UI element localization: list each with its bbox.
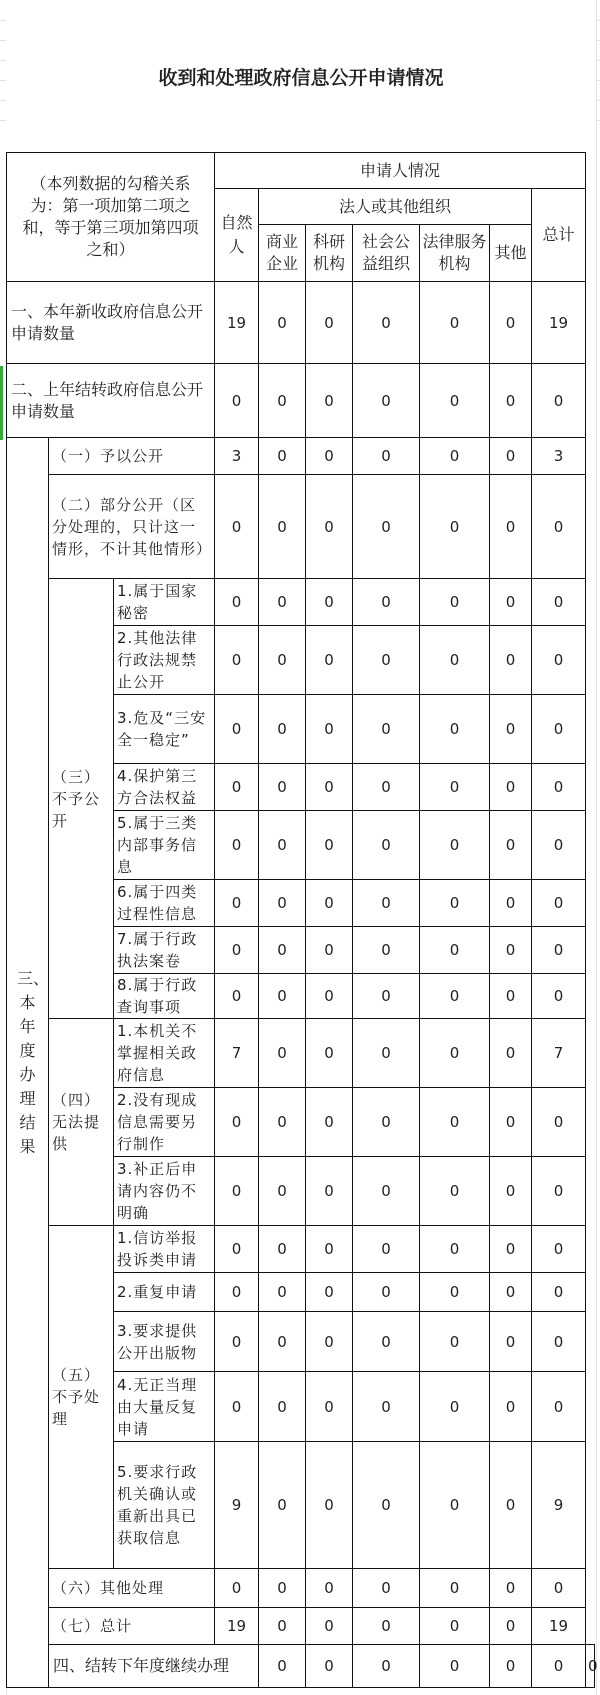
value-cell: 0 [259,1372,306,1442]
value-cell: 0 [259,438,306,475]
value-cell: 3 [215,438,259,475]
value-cell: 3 [532,438,586,475]
value-cell: 0 [306,974,353,1019]
row-label: 5.要求行政机关确认或重新出具已获取信息 [114,1442,215,1569]
value-cell: 0 [259,1608,306,1645]
value-cell: 0 [353,282,420,364]
header-social: 社会公益组织 [353,225,420,282]
value-cell: 0 [420,626,490,695]
value-cell: 0 [215,364,259,438]
group-5-label: （五）不予处理 [49,1226,114,1569]
value-cell: 0 [532,1273,586,1312]
value-cell: 0 [490,1608,532,1645]
value-cell: 0 [259,1273,306,1312]
row-label: 7.属于行政执法案卷 [114,927,215,974]
value-cell: 0 [259,1312,306,1372]
value-cell: 0 [420,1312,490,1372]
group-4-label: （四）无法提供 [49,1019,114,1226]
value-cell: 0 [532,1645,586,1688]
value-cell: 0 [490,764,532,811]
value-cell: 0 [306,1273,353,1312]
value-cell: 0 [306,1157,353,1226]
row-label: 5.属于三类内部事务信息 [114,811,215,880]
value-cell: 0 [353,974,420,1019]
value-cell: 0 [490,1226,532,1273]
row-label: 1.本机关不掌握相关政府信息 [114,1019,215,1088]
value-cell: 0 [306,626,353,695]
value-cell: 0 [215,1312,259,1372]
value-cell: 0 [532,695,586,764]
cell-selection-marker [0,366,3,440]
value-cell: 0 [532,1569,586,1608]
header-legal-entity: 法人或其他组织 [259,189,532,225]
value-cell: 0 [306,1372,353,1442]
value-cell: 0 [259,475,306,579]
row-label: 3.危及“三安全一稳定” [114,695,215,764]
value-cell: 0 [490,695,532,764]
value-cell: 0 [586,1645,595,1688]
value-cell: 0 [306,579,353,626]
value-cell: 0 [420,364,490,438]
value-cell: 0 [215,880,259,927]
value-cell: 0 [353,1372,420,1442]
value-cell: 0 [215,1226,259,1273]
value-cell: 0 [306,364,353,438]
value-cell: 0 [490,1312,532,1372]
value-cell: 0 [490,1372,532,1442]
header-note: （本列数据的勾稽关系为：第一项加第二项之和，等于第三项加第四项之和） [7,153,215,282]
value-cell: 0 [259,695,306,764]
row-label: 二、上年结转政府信息公开申请数量 [7,364,215,438]
value-cell: 0 [353,1312,420,1372]
value-cell: 0 [420,1372,490,1442]
value-cell: 9 [215,1442,259,1569]
group-3-label: （三）不予公开 [49,579,114,1019]
statistics-table [6,152,598,1688]
value-cell: 0 [353,579,420,626]
value-cell: 0 [490,438,532,475]
value-cell: 0 [353,475,420,579]
value-cell: 0 [215,811,259,880]
value-cell: 7 [215,1019,259,1088]
value-cell: 0 [490,1442,532,1569]
value-cell: 0 [490,811,532,880]
value-cell: 0 [353,811,420,880]
value-cell: 0 [306,1608,353,1645]
value-cell: 0 [353,764,420,811]
section-3-label: 三、本年度办理结果 [7,438,49,1688]
value-cell: 0 [532,811,586,880]
value-cell: 0 [490,1019,532,1088]
value-cell: 0 [490,626,532,695]
value-cell: 0 [259,927,306,974]
value-cell: 0 [215,626,259,695]
value-cell: 19 [215,282,259,364]
row-label: （一）予以公开 [49,438,215,475]
value-cell: 0 [306,1226,353,1273]
row-label: （二）部分公开（区分处理的，只计这一情形，不计其他情形） [49,475,215,579]
value-cell: 0 [306,1645,353,1688]
value-cell: 0 [259,1226,306,1273]
value-cell: 0 [420,974,490,1019]
value-cell: 0 [259,1088,306,1157]
value-cell: 0 [353,1273,420,1312]
row-label: （七）总计 [49,1608,215,1645]
value-cell: 0 [259,811,306,880]
value-cell: 0 [490,364,532,438]
value-cell: 0 [215,579,259,626]
value-cell: 0 [353,695,420,764]
value-cell: 0 [353,438,420,475]
value-cell: 0 [532,1088,586,1157]
value-cell: 0 [306,1569,353,1608]
value-cell: 0 [490,1569,532,1608]
value-cell: 7 [532,1019,586,1088]
value-cell: 0 [420,811,490,880]
value-cell: 0 [215,1157,259,1226]
value-cell: 0 [353,1157,420,1226]
value-cell: 0 [532,1372,586,1442]
value-cell: 0 [353,1088,420,1157]
value-cell: 0 [353,1645,420,1688]
value-cell: 19 [215,1608,259,1645]
value-cell: 0 [215,1569,259,1608]
value-cell: 0 [353,1569,420,1608]
row-label: 4.保护第三方合法权益 [114,764,215,811]
value-cell: 0 [215,927,259,974]
value-cell: 0 [306,438,353,475]
value-cell: 0 [420,1273,490,1312]
row-label: 1.信访举报投诉类申请 [114,1226,215,1273]
value-cell: 0 [420,1645,490,1688]
value-cell: 0 [420,1157,490,1226]
value-cell: 0 [353,1608,420,1645]
value-cell: 0 [490,475,532,579]
value-cell: 0 [532,764,586,811]
row-label: 四、结转下年度继续办理 [49,1645,259,1688]
value-cell: 19 [532,1608,586,1645]
value-cell: 0 [532,1226,586,1273]
value-cell: 0 [353,1442,420,1569]
value-cell: 0 [532,475,586,579]
row-label: 一、本年新收政府信息公开申请数量 [7,282,215,364]
value-cell: 0 [420,475,490,579]
row-label: 8.属于行政查询事项 [114,974,215,1019]
header-business: 商业企业 [259,225,306,282]
header-natural-person: 自然人 [215,189,259,282]
value-cell: 0 [490,880,532,927]
value-cell: 0 [353,1019,420,1088]
value-cell: 0 [259,579,306,626]
value-cell: 0 [490,1088,532,1157]
value-cell: 0 [420,880,490,927]
value-cell: 0 [490,974,532,1019]
value-cell: 19 [532,282,586,364]
value-cell: 0 [215,974,259,1019]
value-cell: 0 [259,880,306,927]
value-cell: 0 [420,1226,490,1273]
value-cell: 0 [532,1312,586,1372]
value-cell: 0 [259,1019,306,1088]
value-cell: 0 [259,1569,306,1608]
value-cell: 0 [306,695,353,764]
value-cell: 0 [532,626,586,695]
row-label: 3.补正后申请内容仍不明确 [114,1157,215,1226]
row-label: 1.属于国家秘密 [114,579,215,626]
header-applicant-info: 申请人情况 [215,153,586,189]
value-cell: 0 [532,927,586,974]
value-cell: 0 [353,1226,420,1273]
value-cell: 0 [259,1645,306,1688]
row-label: 2.没有现成信息需要另行制作 [114,1088,215,1157]
value-cell: 0 [490,1645,532,1688]
header-legal-service: 法律服务机构 [420,225,490,282]
value-cell: 0 [420,927,490,974]
value-cell: 0 [353,927,420,974]
value-cell: 0 [532,1157,586,1226]
value-cell: 0 [215,695,259,764]
value-cell: 0 [490,927,532,974]
value-cell: 0 [420,1019,490,1088]
header-research: 科研机构 [306,225,353,282]
value-cell: 0 [353,364,420,438]
row-label: 2.其他法律行政法规禁止公开 [114,626,215,695]
header-total: 总计 [532,189,586,282]
value-cell: 0 [306,880,353,927]
value-cell: 0 [420,695,490,764]
value-cell: 0 [490,282,532,364]
value-cell: 0 [353,880,420,927]
value-cell: 0 [420,1608,490,1645]
value-cell: 0 [259,764,306,811]
value-cell: 0 [215,1088,259,1157]
row-label: 3.要求提供公开出版物 [114,1312,215,1372]
value-cell: 0 [490,1157,532,1226]
value-cell: 0 [306,475,353,579]
value-cell: 0 [215,475,259,579]
row-label: 2.重复申请 [114,1273,215,1312]
value-cell: 0 [490,579,532,626]
row-label: （六）其他处理 [49,1569,215,1608]
value-cell: 0 [306,1312,353,1372]
value-cell: 0 [259,974,306,1019]
value-cell: 0 [306,1088,353,1157]
value-cell: 0 [215,1273,259,1312]
value-cell: 0 [306,1442,353,1569]
value-cell: 0 [306,927,353,974]
header-other: 其他 [490,225,532,282]
value-cell: 0 [259,364,306,438]
value-cell: 0 [532,364,586,438]
value-cell: 0 [420,438,490,475]
value-cell: 0 [215,764,259,811]
value-cell: 0 [259,282,306,364]
value-cell: 0 [532,974,586,1019]
value-cell: 0 [259,626,306,695]
value-cell: 0 [306,811,353,880]
row-label: 6.属于四类过程性信息 [114,880,215,927]
value-cell: 9 [532,1442,586,1569]
value-cell: 0 [306,1019,353,1088]
page-title: 收到和处理政府信息公开申请情况 [6,0,596,152]
value-cell: 0 [490,1273,532,1312]
value-cell: 0 [353,626,420,695]
value-cell: 0 [420,282,490,364]
value-cell: 0 [420,764,490,811]
value-cell: 0 [259,1442,306,1569]
value-cell: 0 [215,1372,259,1442]
value-cell: 0 [420,1442,490,1569]
value-cell: 0 [420,1088,490,1157]
value-cell: 0 [306,282,353,364]
value-cell: 0 [420,579,490,626]
value-cell: 0 [259,1157,306,1226]
row-label: 4.无正当理由大量反复申请 [114,1372,215,1442]
value-cell: 0 [532,880,586,927]
value-cell: 0 [420,1569,490,1608]
value-cell: 0 [532,579,586,626]
value-cell: 0 [306,764,353,811]
